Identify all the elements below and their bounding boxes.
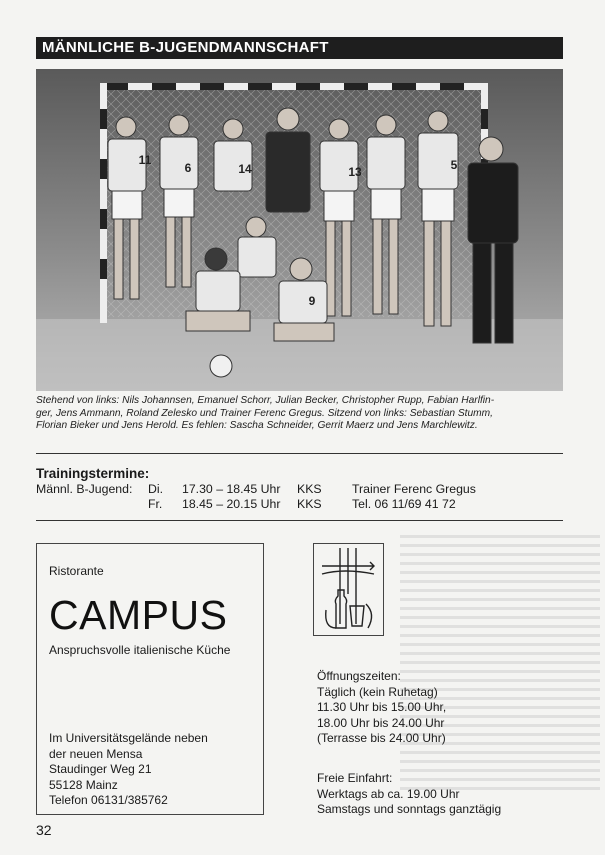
jersey-number: 6 (184, 161, 192, 175)
opening-hours: Öffnungszeiten: Täglich (kein Ruhetag) 11.30 Uhr bis 15.00 Uhr, 18.00 Uhr bis 24.00 Uhr (Terrasse bis 24.00 Uhr) (317, 669, 447, 745)
jersey-number: 14 (238, 162, 252, 176)
ad-address: Im Universitätsgelände neben der neuen Mensa Staudinger Weg 21 55128 Mainz Telefon 06131/385762 (49, 731, 208, 807)
training-day: Fr. (148, 497, 163, 511)
jersey-number: 5 (450, 158, 458, 172)
bleed-through (400, 530, 600, 790)
divider (36, 453, 563, 454)
ad-tagline: Anspruchsvolle italienische Küche (49, 643, 231, 657)
ristorante-label: Ristorante (49, 564, 104, 578)
photo-caption: Stehend von links: Nils Johannsen, Emanuel Schorr, Julian Becker, Christopher Rupp, Fabian Harlfin- ger, Jens Ammann, Roland Zelesko und Trainer Ferenc Gregus. Sitzend von links: Sebastian Stumm, Florian Bieker und Jens Herold. Es fehlen: Sascha Schneider, Gerrit Maerz und Jens Marchlewitz. (36, 395, 495, 432)
jersey-number: 11 (138, 153, 152, 167)
section-title: MÄNNLICHE B-JUGENDMANNSCHAFT (42, 39, 329, 56)
campus-ad (36, 543, 264, 815)
jersey-number: 9 (308, 294, 316, 308)
trainer-phone: Tel. 06 11/69 41 72 (352, 497, 456, 511)
training-place: KKS (297, 482, 322, 496)
fork-knife-bottle-icon (314, 544, 383, 635)
campus-logo: CAMPUS (49, 592, 228, 638)
trainer-name: Trainer Ferenc Gregus (352, 482, 476, 496)
training-time: 18.45 – 20.15 Uhr (182, 497, 281, 511)
cutlery-logo (313, 543, 384, 636)
team-photo (36, 69, 563, 391)
divider (36, 520, 563, 521)
training-time: 17.30 – 18.45 Uhr (182, 482, 281, 496)
training-title: Trainingstermine: (36, 466, 150, 481)
training-day: Di. (148, 482, 164, 496)
parking-info: Freie Einfahrt: Werktags ab ca. 19.00 Uhr Samstags und sonntags ganztägig (317, 771, 502, 816)
training-group: Männl. B-Jugend: (36, 482, 133, 496)
jersey-number: 13 (348, 165, 362, 179)
section-header (36, 37, 563, 59)
page-number: 32 (36, 822, 52, 838)
training-place: KKS (297, 497, 322, 511)
